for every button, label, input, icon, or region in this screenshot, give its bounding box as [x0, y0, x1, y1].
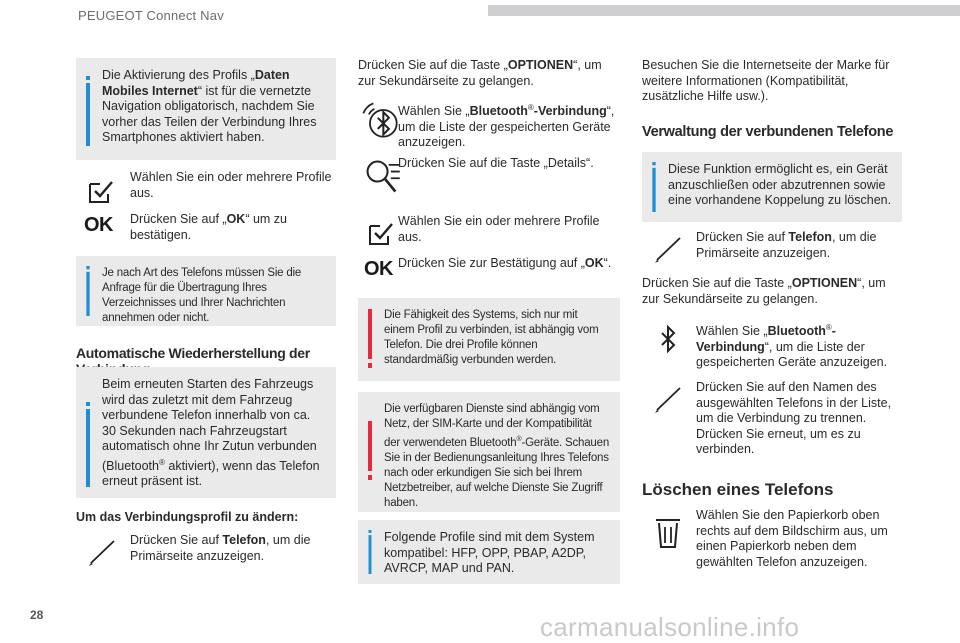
section-heading-delete-phone: Löschen eines Telefons — [642, 480, 834, 499]
bluetooth-icon — [650, 322, 686, 358]
info-box-manage — [642, 152, 902, 222]
watermark: carmanualsonline.info — [540, 612, 800, 642]
section-heading-manage-phones: Verwaltung der verbundenen Telefone — [642, 124, 894, 140]
document-header: PEUGEOT Connect Nav — [78, 8, 224, 23]
step-options: Drücken Sie auf die Taste „OPTIONEN“, um zur Sekundärseite zu gelangen. — [642, 276, 886, 306]
pen-icon — [650, 230, 686, 266]
warning-text: Die verfügbaren Dienste sind abhängig vom Netz, der SIM-Karte und der Kompatibilität der verwendeten Bluetooth®-Geräte. Schauen Sie in der Bedienungsanleitung Ihres Telefons nach oder erkundigen Sie sich bei Ihrem Netzbetreiber, auf welche Dienste Sie Zugriff haben. — [384, 403, 610, 509]
info-text: Die Aktivierung des Profils „Daten Mobiles Internet“ ist für die vernetzte Navigation obligatorisch, nachdem Sie vorher das Teilen der Verbindung Ihres Smartphones aktiviert haben. — [102, 68, 317, 144]
warning-box-profiles — [358, 298, 620, 381]
warning-marker-icon — [366, 402, 374, 500]
details-search-icon — [362, 156, 402, 196]
ok-icon: OK — [364, 258, 393, 280]
pen-icon — [650, 380, 686, 416]
info-box-phone-type — [76, 256, 336, 326]
intro-options: Drücken Sie auf die Taste „OPTIONEN“, um zur Sekundärseite zu gelangen. — [358, 58, 602, 88]
subheading-change-profile: Um das Verbindungsprofil zu ändern: — [76, 510, 299, 524]
info-marker-icon — [650, 162, 658, 212]
warning-box-services — [358, 392, 620, 512]
info-marker-icon — [84, 377, 92, 487]
warning-marker-icon — [366, 308, 374, 370]
pen-icon — [84, 533, 120, 569]
info-box-data-profile — [76, 58, 336, 160]
warning-text: Die Fähigkeit des Systems, sich nur mit einem Profil zu verbinden, ist abhängig vom Telefon. Die drei Profile können standardmäßig verbunden werden. — [384, 309, 599, 366]
info-text: Beim erneuten Starten des Fahrzeugs wird das zuletzt mit dem Fahrzeug verbundene Telefon innerhalb von ca. 30 Sekunden nach Fahrzeugstart automatisch ohne Ihr Zutun verbunden (Bluetooth® aktiviert), wenn das Telefon erneut präsent ist. — [102, 377, 320, 489]
trash-icon — [650, 514, 686, 550]
info-marker-icon — [84, 66, 92, 146]
bluetooth-icon — [360, 100, 400, 140]
info-marker-icon — [366, 530, 374, 574]
info-marker-icon — [84, 266, 92, 316]
section-heading-auto-reconnect: Automatische Wiederherstellung der — [76, 345, 310, 361]
checkbox-icon — [84, 174, 120, 210]
info-text: Diese Funktion ermöglicht es, ein Gerät anzuschließen oder abzutrennen sowie eine vorhandene Koppelung zu löschen. — [668, 162, 892, 207]
intro-website: Besuchen Sie die Internetseite der Marke für weitere Informationen (Kompatibilität, zusätzliche Hilfe usw.). — [642, 58, 890, 103]
info-text: Folgende Profile sind mit dem System kompatibel: HFP, OPP, PBAP, A2DP, AVRCP, MAP und PAN. — [384, 530, 595, 575]
page-number: 28 — [30, 608, 44, 622]
header-bar — [488, 5, 960, 16]
info-box-profiles-compatible — [358, 520, 620, 584]
info-box-reconnect — [76, 367, 336, 498]
info-text: Je nach Art des Telefons müssen Sie die Anfrage für die Übertragung Ihres Verzeichnisses und Ihrer Nachrichten annehmen oder nicht. — [102, 267, 302, 324]
ok-icon: OK — [84, 214, 113, 236]
checkbox-icon — [364, 216, 400, 252]
